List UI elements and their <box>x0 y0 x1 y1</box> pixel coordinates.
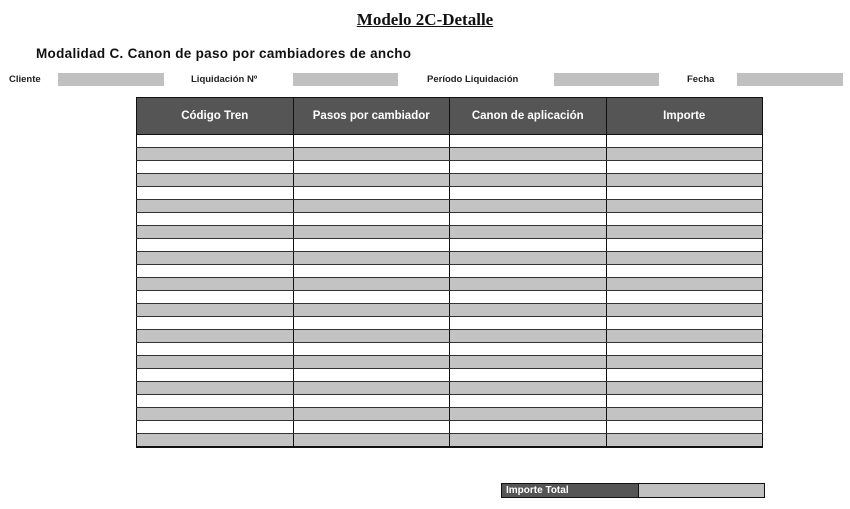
importe-cell[interactable] <box>606 421 763 434</box>
codigo-tren-cell[interactable] <box>137 161 294 174</box>
cliente-label: Cliente <box>9 74 41 85</box>
table-row <box>137 200 763 213</box>
pasos-cambiador-cell[interactable] <box>293 239 450 252</box>
importe-cell[interactable] <box>606 408 763 421</box>
codigo-tren-cell[interactable] <box>137 291 294 304</box>
importe-cell[interactable] <box>606 148 763 161</box>
codigo-tren-cell[interactable] <box>137 278 294 291</box>
table-row <box>137 330 763 343</box>
importe-cell[interactable] <box>606 317 763 330</box>
codigo-tren-cell[interactable] <box>137 174 294 187</box>
pasos-cambiador-cell[interactable] <box>293 187 450 200</box>
codigo-tren-cell[interactable] <box>137 304 294 317</box>
table-row <box>137 265 763 278</box>
pasos-cambiador-cell[interactable] <box>293 369 450 382</box>
cliente-field[interactable] <box>58 73 164 86</box>
pasos-cambiador-cell[interactable] <box>293 252 450 265</box>
table-row <box>137 395 763 408</box>
pasos-cambiador-cell[interactable] <box>293 408 450 421</box>
canon-aplicacion-cell[interactable] <box>450 369 607 382</box>
pasos-cambiador-cell[interactable] <box>293 304 450 317</box>
table-row <box>137 291 763 304</box>
importe-cell[interactable] <box>606 226 763 239</box>
codigo-tren-cell[interactable] <box>137 252 294 265</box>
document-title: Modelo 2C-Detalle <box>356 10 494 29</box>
pasos-cambiador-cell[interactable] <box>293 213 450 226</box>
table-header-row <box>137 98 763 135</box>
canon-aplicacion-cell[interactable] <box>450 356 607 369</box>
canon-aplicacion-cell[interactable] <box>450 226 607 239</box>
table-row <box>137 317 763 330</box>
table-row <box>137 135 763 148</box>
importe-cell[interactable] <box>606 174 763 187</box>
canon-aplicacion-cell[interactable] <box>450 148 607 161</box>
importe-cell[interactable] <box>606 161 763 174</box>
table-row <box>137 161 763 174</box>
codigo-tren-cell[interactable] <box>137 330 294 343</box>
codigo-tren-cell[interactable] <box>137 382 294 395</box>
liquidacion-field[interactable] <box>293 73 398 86</box>
codigo-tren-cell[interactable] <box>137 317 294 330</box>
table-row <box>137 304 763 317</box>
header-importe: Importe <box>606 98 763 135</box>
pasos-cambiador-cell[interactable] <box>293 161 450 174</box>
codigo-tren-cell[interactable] <box>137 421 294 434</box>
importe-cell[interactable] <box>606 278 763 291</box>
table-row <box>137 213 763 226</box>
codigo-tren-cell[interactable] <box>137 395 294 408</box>
canon-aplicacion-cell[interactable] <box>450 135 607 148</box>
codigo-tren-cell[interactable] <box>137 213 294 226</box>
table-row <box>137 226 763 239</box>
importe-cell[interactable] <box>606 187 763 200</box>
importe-cell[interactable] <box>606 382 763 395</box>
codigo-tren-cell[interactable] <box>137 239 294 252</box>
table-row <box>137 187 763 200</box>
header-canon-aplicacion: Canon de aplicación <box>450 98 607 135</box>
codigo-tren-cell[interactable] <box>137 226 294 239</box>
pasos-cambiador-cell[interactable] <box>293 395 450 408</box>
importe-cell[interactable] <box>606 395 763 408</box>
fecha-field[interactable] <box>737 73 843 86</box>
table-row <box>137 382 763 395</box>
importe-cell[interactable] <box>606 239 763 252</box>
liquidacion-label: Liquidación Nº <box>191 74 258 85</box>
canon-aplicacion-cell[interactable] <box>450 395 607 408</box>
canon-aplicacion-cell[interactable] <box>450 304 607 317</box>
codigo-tren-cell[interactable] <box>137 200 294 213</box>
pasos-cambiador-cell[interactable] <box>293 421 450 434</box>
canon-aplicacion-cell[interactable] <box>450 161 607 174</box>
importe-total-field[interactable] <box>639 484 764 497</box>
pasos-cambiador-cell[interactable] <box>293 174 450 187</box>
pasos-cambiador-cell[interactable] <box>293 135 450 148</box>
canon-aplicacion-cell[interactable] <box>450 213 607 226</box>
table-row <box>137 174 763 187</box>
importe-cell[interactable] <box>606 330 763 343</box>
canon-aplicacion-cell[interactable] <box>450 291 607 304</box>
table-row <box>137 434 763 448</box>
pasos-cambiador-cell[interactable] <box>293 434 450 448</box>
pasos-cambiador-cell[interactable] <box>293 291 450 304</box>
importe-cell[interactable] <box>606 252 763 265</box>
table-row <box>137 239 763 252</box>
header-codigo-tren: Código Tren <box>137 98 294 135</box>
importe-cell[interactable] <box>606 291 763 304</box>
canon-aplicacion-cell[interactable] <box>450 343 607 356</box>
canon-aplicacion-cell[interactable] <box>450 330 607 343</box>
canon-aplicacion-cell[interactable] <box>450 382 607 395</box>
pasos-cambiador-cell[interactable] <box>293 265 450 278</box>
importe-cell[interactable] <box>606 265 763 278</box>
fecha-label: Fecha <box>687 74 715 85</box>
codigo-tren-cell[interactable] <box>137 187 294 200</box>
table-row <box>137 252 763 265</box>
pasos-cambiador-cell[interactable] <box>293 382 450 395</box>
importe-cell[interactable] <box>606 434 763 448</box>
canon-aplicacion-cell[interactable] <box>450 187 607 200</box>
document-subtitle: Modalidad C. Canon de paso por cambiadores de ancho <box>36 46 412 61</box>
periodo-label: Período Liquidación <box>427 74 519 85</box>
codigo-tren-cell[interactable] <box>137 265 294 278</box>
codigo-tren-cell[interactable] <box>137 356 294 369</box>
importe-cell[interactable] <box>606 304 763 317</box>
table-row <box>137 369 763 382</box>
importe-cell[interactable] <box>606 213 763 226</box>
codigo-tren-cell[interactable] <box>137 408 294 421</box>
table-row <box>137 408 763 421</box>
pasos-cambiador-cell[interactable] <box>293 148 450 161</box>
detail-table <box>136 97 763 448</box>
table-row <box>137 278 763 291</box>
canon-aplicacion-cell[interactable] <box>450 252 607 265</box>
importe-cell[interactable] <box>606 356 763 369</box>
pasos-cambiador-cell[interactable] <box>293 343 450 356</box>
table-row <box>137 356 763 369</box>
pasos-cambiador-cell[interactable] <box>293 356 450 369</box>
canon-aplicacion-cell[interactable] <box>450 421 607 434</box>
importe-total <box>501 483 765 498</box>
pasos-cambiador-cell[interactable] <box>293 330 450 343</box>
importe-cell[interactable] <box>606 369 763 382</box>
pasos-cambiador-cell[interactable] <box>293 200 450 213</box>
importe-cell[interactable] <box>606 343 763 356</box>
canon-aplicacion-cell[interactable] <box>450 174 607 187</box>
table-row <box>137 343 763 356</box>
canon-aplicacion-cell[interactable] <box>450 434 607 448</box>
canon-aplicacion-cell[interactable] <box>450 239 607 252</box>
importe-cell[interactable] <box>606 135 763 148</box>
importe-total-label: Importe Total <box>502 484 639 497</box>
canon-aplicacion-cell[interactable] <box>450 200 607 213</box>
canon-aplicacion-cell[interactable] <box>450 265 607 278</box>
importe-cell[interactable] <box>606 200 763 213</box>
table-row <box>137 148 763 161</box>
periodo-field[interactable] <box>554 73 659 86</box>
pasos-cambiador-cell[interactable] <box>293 317 450 330</box>
header-pasos-cambiador: Pasos por cambiador <box>293 98 450 135</box>
codigo-tren-cell[interactable] <box>137 148 294 161</box>
table-row <box>137 421 763 434</box>
canon-aplicacion-cell[interactable] <box>450 408 607 421</box>
codigo-tren-cell[interactable] <box>137 369 294 382</box>
canon-aplicacion-cell[interactable] <box>450 278 607 291</box>
codigo-tren-cell[interactable] <box>137 434 294 448</box>
pasos-cambiador-cell[interactable] <box>293 226 450 239</box>
codigo-tren-cell[interactable] <box>137 343 294 356</box>
canon-aplicacion-cell[interactable] <box>450 317 607 330</box>
codigo-tren-cell[interactable] <box>137 135 294 148</box>
pasos-cambiador-cell[interactable] <box>293 278 450 291</box>
